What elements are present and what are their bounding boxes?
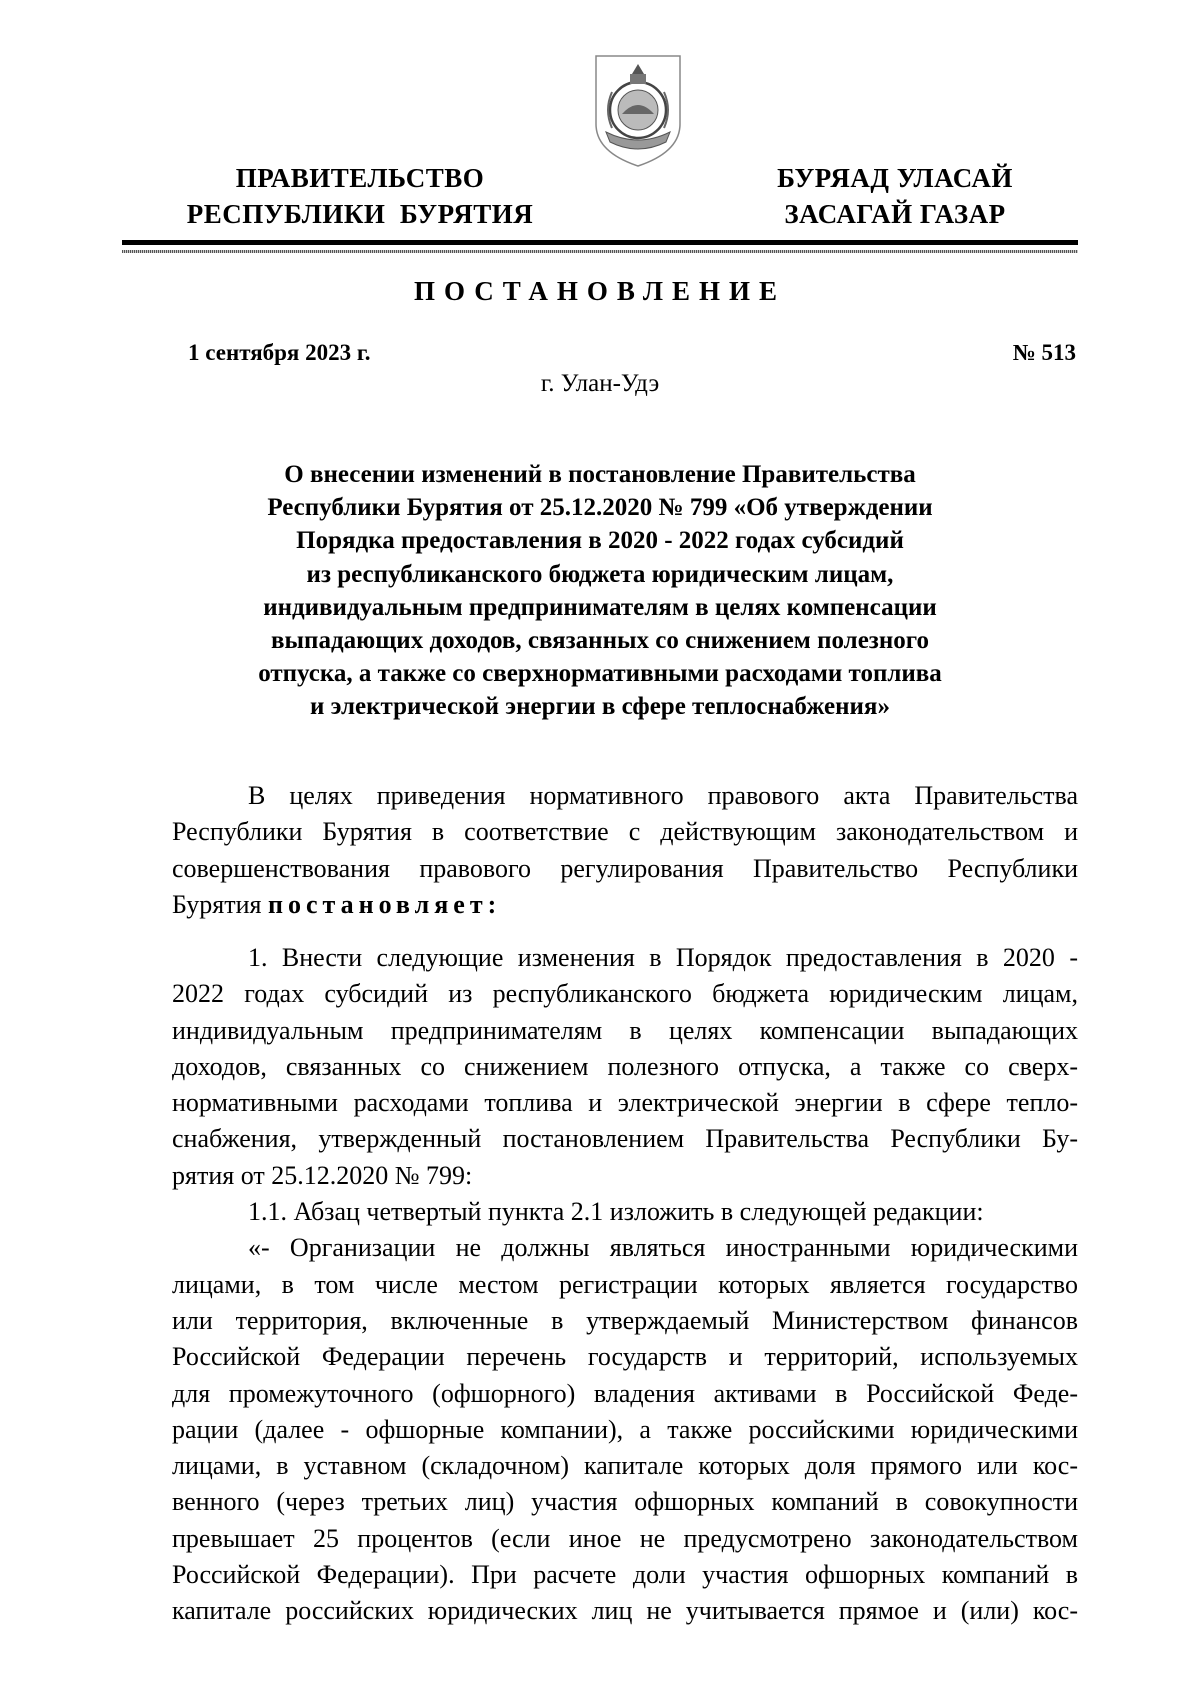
title-line: и электрической энергии в сфере теплоснабжения» (310, 693, 890, 721)
org-name-buryat (750, 160, 1040, 232)
text-line: доходов, связанных со снижением полезного отпуска, а также со сверх- (172, 1051, 1078, 1081)
text-line: 2022 годах субсидий из республиканского бюджета юридическим лицам, (172, 979, 1078, 1009)
text-line: 1. Внести следующие изменения в Порядок предоставления в 2020 - (248, 943, 1078, 972)
org-name-russian (170, 160, 550, 232)
text-line: рации (далее - офшорные компании), а также российскими юридическими (172, 1414, 1078, 1444)
text-line: Российской Федерации перечень государств и территорий, используемых (172, 1342, 1078, 1372)
text-line: снабжения, утвержденный постановлением Правительства Республики Бу- (172, 1124, 1078, 1154)
text-fragment: Бурятия (172, 889, 268, 919)
decree-keyword: постановляет: (267, 889, 502, 919)
text-line: совершенствования правового регулирования Правительство Республики (172, 853, 1078, 883)
document-type: ПОСТАНОВЛЕНИЕ (413, 276, 787, 306)
header-divider-thin (122, 250, 1078, 253)
text-line: лицами, в том числе местом регистрации которых является государство (172, 1269, 1078, 1299)
title-line: О внесении изменений в постановление Правительства (284, 461, 916, 488)
text-line: Российской Федерации). При расчете доли участия офшорных компаний в (172, 1560, 1078, 1590)
org-name-line: БУРЯАД УЛАСАЙ (777, 163, 1013, 193)
text-line: нормативными расходами топлива и электрической энергии в сфере тепло- (172, 1088, 1078, 1118)
text-line: «- Организации не должны являться иностранными юридическими (248, 1233, 1078, 1263)
org-name-line: РЕСПУБЛИКИ БУРЯТИЯ (186, 199, 534, 229)
title-line: из республиканского бюджета юридическим лицам, (306, 560, 894, 588)
title-line: отпуска, а также со сверхнормативными расходами топлива (258, 660, 942, 688)
text-line: для промежуточного (офшорного) владения активами в Российской Феде- (172, 1378, 1078, 1408)
coat-of-arms-icon (592, 52, 684, 170)
text-line: рятия от 25.12.2020 № 799: (172, 1160, 473, 1190)
text-line (172, 887, 1078, 923)
text-line: индивидуальным предпринимателям в целях компенсации выпадающих (172, 1015, 1078, 1045)
text-line: капитале российских юридических лиц не учитывается прямое и (или) кос- (172, 1596, 1078, 1626)
document-city: г. Улан-Удэ (540, 370, 660, 397)
text-line: лицами, в уставном (складочном) капитале которых доля прямого или кос- (172, 1451, 1078, 1481)
document-title (150, 458, 1050, 724)
text-line: венного (через третьих лиц) участия офшорных компаний в совокупности (172, 1487, 1078, 1517)
title-line: Республики Бурятия от 25.12.2020 № 799 «Об утверждении (267, 494, 933, 522)
title-line: выпадающих доходов, связанных со снижением полезного (271, 627, 929, 655)
org-name-line: ЗАСАГАЙ ГАЗАР (784, 199, 1006, 229)
main-text (172, 940, 1078, 1630)
text-line: 1.1. Абзац четвертый пункта 2.1 изложить в следующей редакции: (248, 1197, 984, 1227)
text-line: или территория, включенные в утверждаемый Министерством финансов (172, 1305, 1078, 1335)
title-line: Порядка предоставления в 2020 - 2022 годах субсидий (296, 527, 904, 555)
text-line: В целях приведения нормативного правового акта Правительства (248, 781, 1078, 810)
document-date: 1 сентября 2023 г. (188, 340, 371, 365)
preamble-paragraph (172, 778, 1078, 923)
document-number: № 513 (1012, 340, 1076, 365)
header-divider (122, 240, 1078, 245)
text-line: Республики Бурятия в соответствие с действующим законодательством и (172, 817, 1078, 847)
org-name-line: ПРАВИТЕЛЬСТВО (235, 163, 485, 193)
text-line: превышает 25 процентов (если иное не предусмотрено законодательством (172, 1523, 1078, 1553)
title-line: индивидуальным предпринимателям в целях компенсации (263, 593, 937, 621)
